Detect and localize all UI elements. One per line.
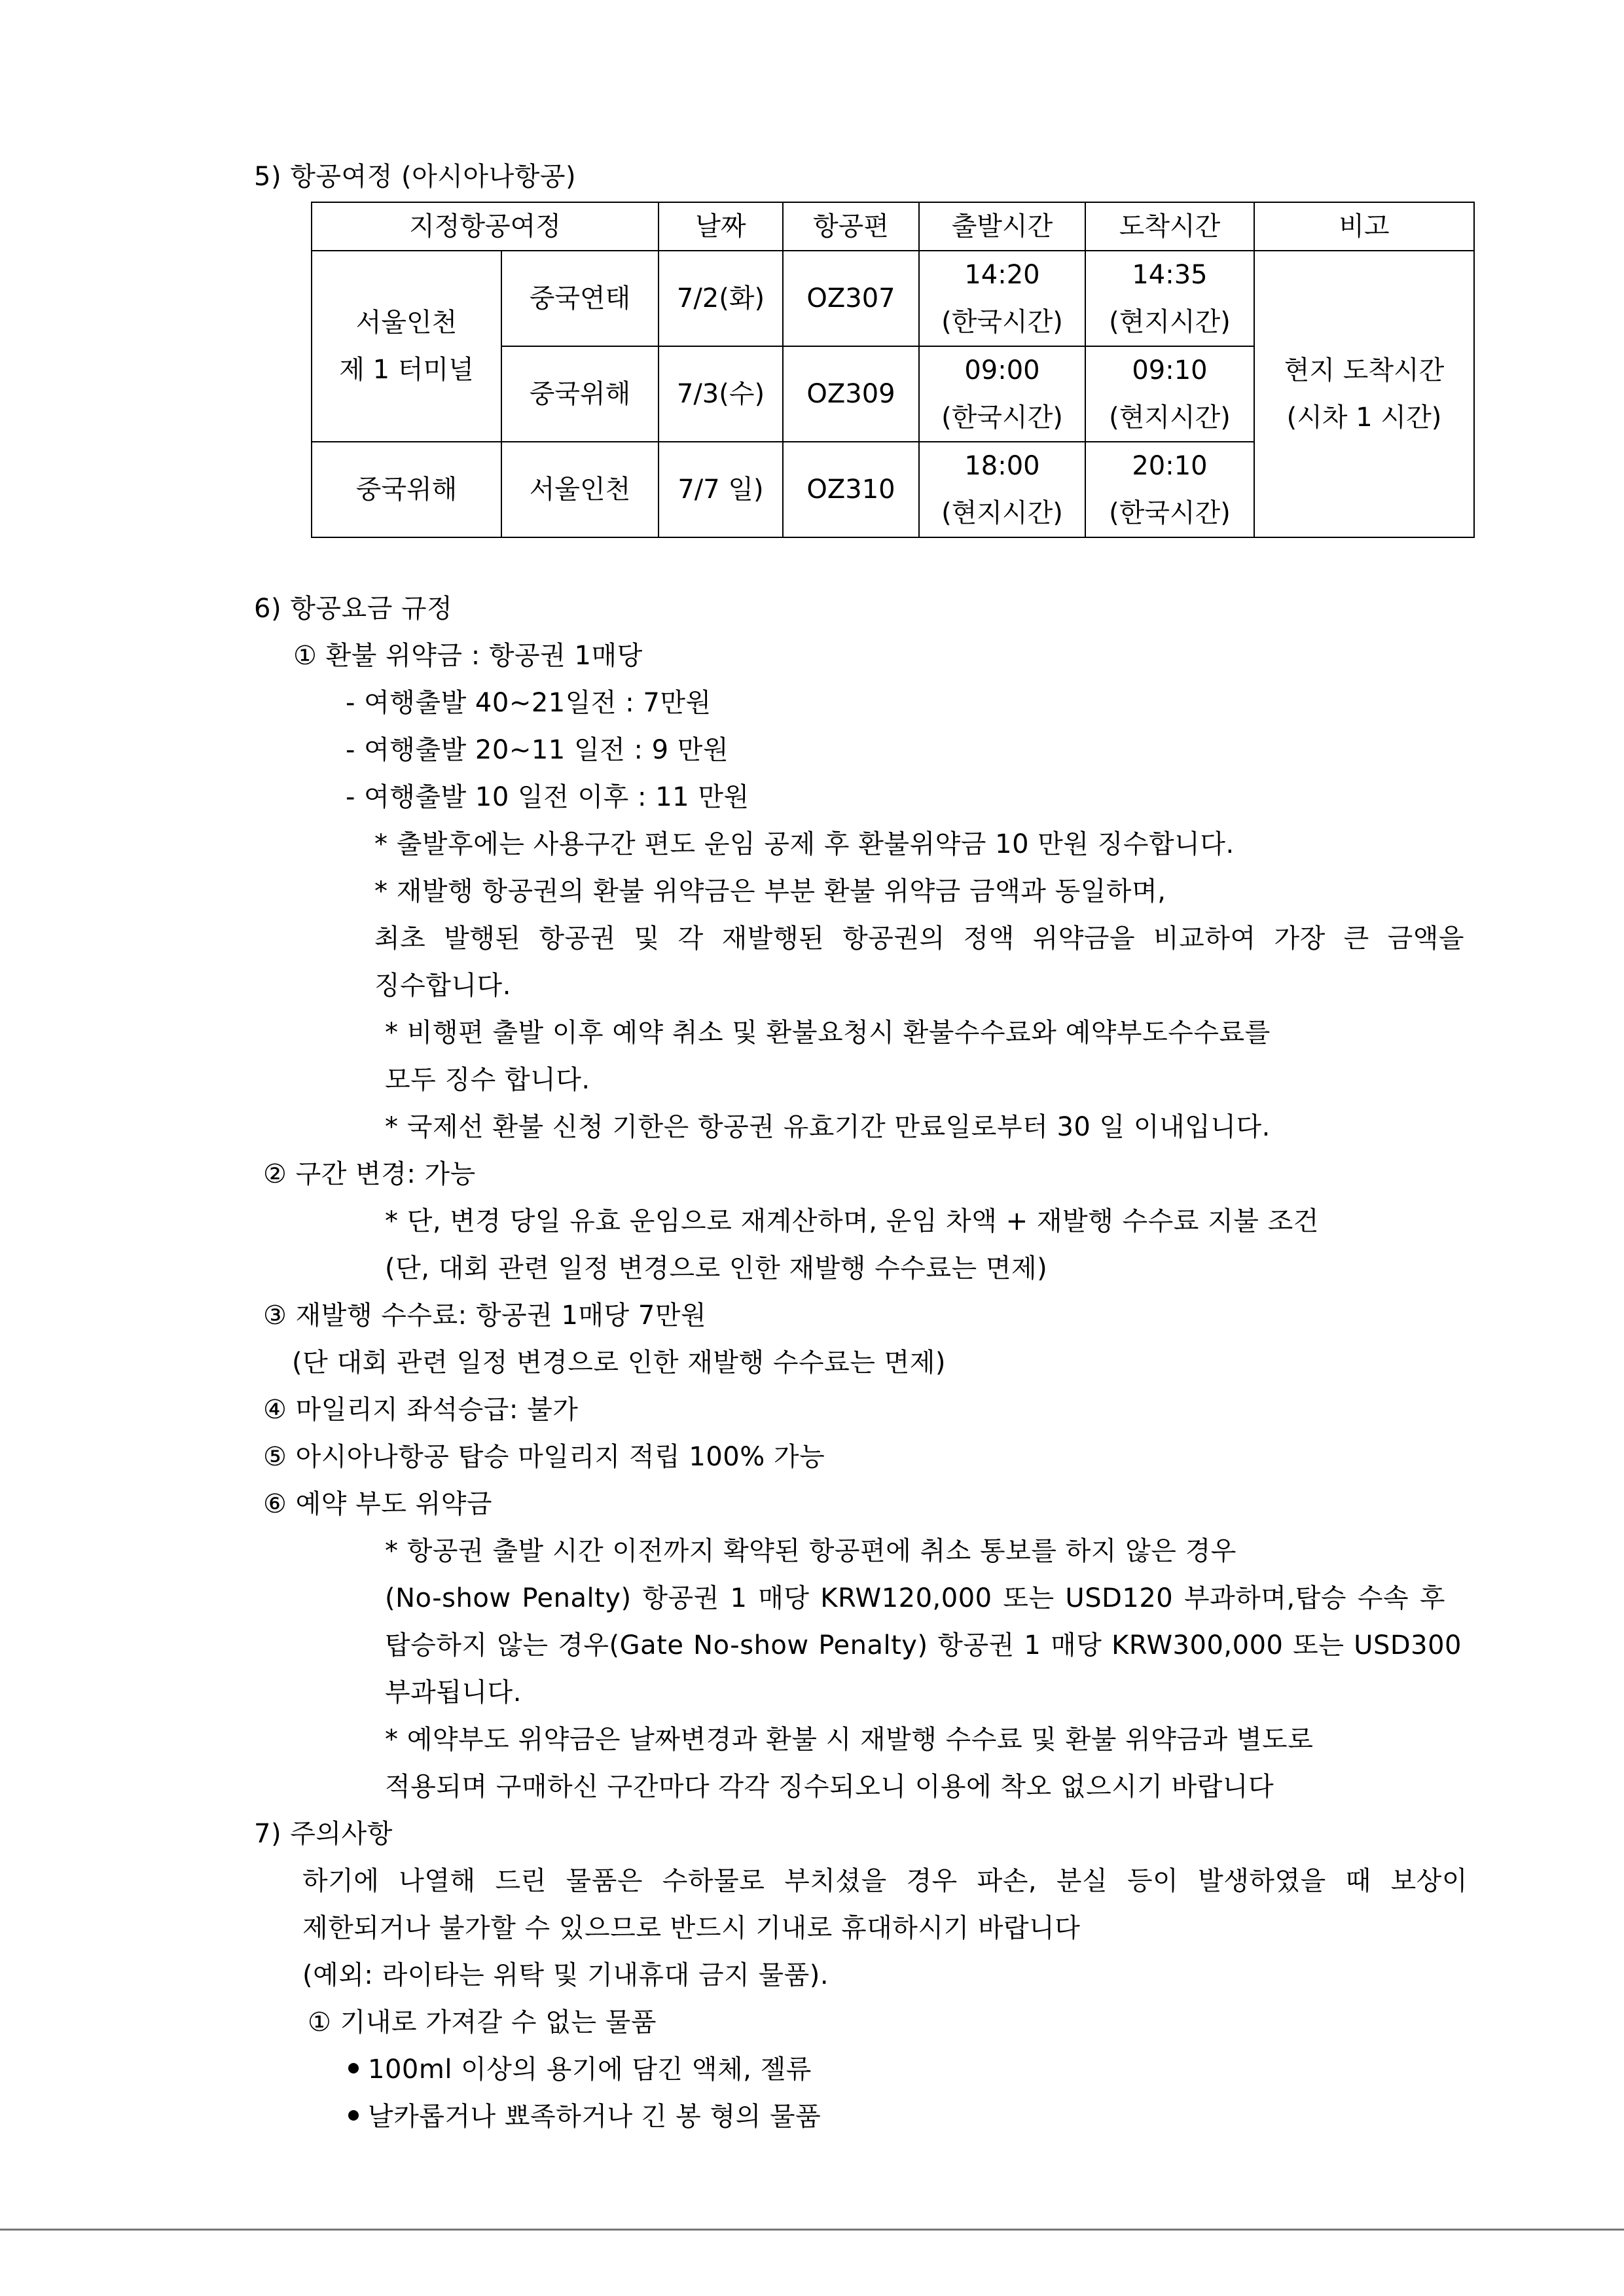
origin: 중국위해 [312, 442, 501, 537]
list-item: 날카롭거나 뾰족하거나 긴 봉 형의 물품 [348, 2098, 821, 2135]
dash-item: - 여행출발 40~21일전 : 7만원 [346, 688, 712, 718]
dash-item: - 여행출발 20~11 일전 : 9 만원 [346, 735, 729, 765]
header-route: 지정항공여정 [312, 202, 659, 251]
note-line: 징수합니다. [374, 971, 511, 1001]
header-date: 날짜 [659, 202, 783, 251]
note-line: * 단, 변경 당일 유효 운임으로 재계산하며, 운임 차액 + 재발행 수수료 지불 조건 [385, 1206, 1319, 1236]
destination: 서울인천 [501, 442, 659, 537]
destination: 중국위해 [501, 346, 659, 442]
note-line: (단 대회 관련 일정 변경으로 인한 재발행 수수료는 면제) [292, 1348, 947, 1378]
mileage-accrual-item: ⑤ 아시아나항공 탑승 마일리지 적립 100% 가능 [263, 1442, 825, 1472]
refund-penalty-item: ① 환불 위약금 : 항공권 1매당 [293, 641, 643, 671]
reissue-fee-item: ③ 재발행 수수료: 항공권 1매당 7만원 [263, 1300, 707, 1331]
header-note: 비고 [1254, 202, 1474, 251]
prohibited-items-heading: ① 기내로 가져갈 수 없는 물품 [308, 2007, 657, 2037]
no-show-penalty-item: ⑥ 예약 부도 위약금 [263, 1489, 492, 1519]
section-7-title: 7) 주의사항 [254, 1819, 393, 1849]
departure-time: 14:20 (한국시간) [919, 251, 1085, 346]
note-line: 최초 발행된 항공권 및 각 재발행된 항공권의 정액 위약금을 비교하여 가장 큰 금액을 [374, 924, 1464, 954]
note-line: * 재발행 항공권의 환불 위약금은 부분 환불 위약금 금액과 동일하며, [374, 876, 1166, 906]
flight-itinerary-table [311, 202, 1475, 538]
departure-time: 09:00 (한국시간) [919, 346, 1085, 442]
note-line: * 항공권 출발 시간 이전까지 확약된 항공편에 취소 통보를 하지 않은 경우 [385, 1536, 1236, 1566]
note-line: * 비행편 출발 이후 예약 취소 및 환불요청시 환불수수료와 예약부도수수료를 [385, 1018, 1271, 1048]
page-bottom-divider [0, 2229, 1624, 2231]
flight-number: OZ310 [783, 442, 919, 537]
origin-incheon-t1: 서울인천 제 1 터미널 [312, 251, 501, 442]
table-row [312, 251, 1474, 346]
mileage-upgrade-item: ④ 마일리지 좌석승급: 불가 [263, 1395, 579, 1425]
bullet-icon [348, 2110, 359, 2121]
header-departure: 출발시간 [919, 202, 1085, 251]
arrival-time: 09:10 (현지시간) [1085, 346, 1254, 442]
arrival-time: 14:35 (현지시간) [1085, 251, 1254, 346]
section-6-title: 6) 항공요금 규정 [254, 594, 453, 624]
note-line: 탑승하지 않는 경우(Gate No-show Penalty) 항공권 1 매당 KRW300,000 또는 USD300 [385, 1630, 1462, 1660]
bullet-icon [348, 2063, 359, 2073]
note-line: (단, 대회 관련 일정 변경으로 인한 재발행 수수료는 면제) [385, 1253, 1048, 1283]
note-line: * 예약부도 위약금은 날짜변경과 환불 시 재발행 수수료 및 환불 위약금과 별도로 [385, 1725, 1314, 1755]
note-cell: 현지 도착시간 (시차 1 시간) [1254, 251, 1474, 537]
route-change-item: ② 구간 변경: 가능 [263, 1159, 476, 1189]
flight-number: OZ307 [783, 251, 919, 346]
table-header-row [312, 202, 1474, 251]
note-line: (No-show Penalty) 항공권 1 매당 KRW120,000 또는 USD120 부과하며,탑승 수속 후 [385, 1583, 1445, 1613]
date: 7/2(화) [659, 251, 783, 346]
caution-paragraph: 하기에 나열해 드린 물품은 수하물로 부치셨을 경우 파손, 분실 등이 발생하였을 때 보상이 [302, 1866, 1468, 1896]
header-arrival: 도착시간 [1085, 202, 1254, 251]
header-flight: 항공편 [783, 202, 919, 251]
note-line: 적용되며 구매하신 구간마다 각각 징수되오니 이용에 착오 없으시기 바랍니다 [385, 1772, 1274, 1802]
list-item: 100ml 이상의 용기에 담긴 액체, 젤류 [348, 2051, 812, 2088]
note-line: 모두 징수 합니다. [385, 1065, 590, 1095]
section-5-title: 5) 항공여정 (아시아나항공) [254, 162, 577, 192]
date: 7/3(수) [659, 346, 783, 442]
arrival-time: 20:10 (한국시간) [1085, 442, 1254, 537]
destination: 중국연태 [501, 251, 659, 346]
dash-item: - 여행출발 10 일전 이후 : 11 만원 [346, 782, 749, 812]
note-line: 부과됩니다. [385, 1677, 522, 1708]
caution-paragraph: (예외: 라이타는 위탁 및 기내휴대 금지 물품). [302, 1960, 829, 1990]
note-line: * 출발후에는 사용구간 편도 운임 공제 후 환불위약금 10 만원 징수합니다. [374, 829, 1235, 859]
departure-time: 18:00 (현지시간) [919, 442, 1085, 537]
flight-number: OZ309 [783, 346, 919, 442]
date: 7/7 일) [659, 442, 783, 537]
caution-paragraph: 제한되거나 불가할 수 있으므로 반드시 기내로 휴대하시기 바랍니다 [302, 1913, 1081, 1943]
note-line: * 국제선 환불 신청 기한은 항공권 유효기간 만료일로부터 30 일 이내입니다. [385, 1112, 1271, 1142]
